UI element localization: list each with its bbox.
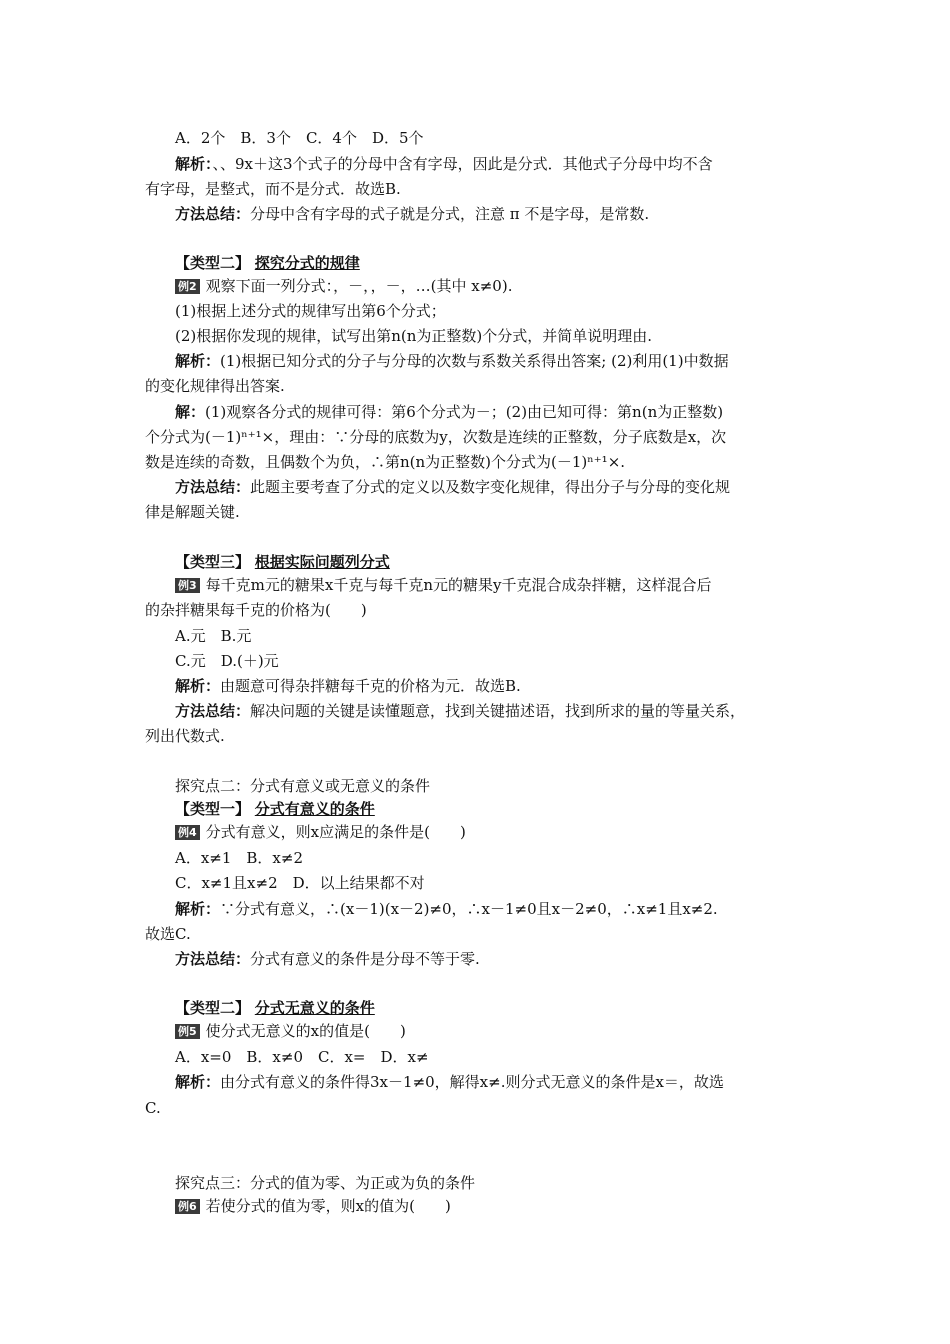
method-summary-line: 方法总结：分式有意义的条件是分母不等于零. xyxy=(175,950,480,968)
text-line: (2)根据你发现的规律，试写出第n(n为正整数)个分式，并简单说明理由. xyxy=(175,327,653,345)
example-line: 例3 每千克m元的糖果x千克与每千克n元的糖果y千克混合成杂拌糖，这样混合后 xyxy=(175,575,711,595)
text-line: 个分式为(－1)ⁿ⁺¹×，理由：∵分母的底数为y，次数是连续的正整数，分子底数是x，次 xyxy=(145,428,727,446)
text-line: 数是连续的奇数，且偶数个为负，∴第n(n为正整数)个分式为(－1)ⁿ⁺¹×. xyxy=(145,453,626,471)
text-line: 的变化规律得出答案. xyxy=(145,377,285,395)
method-summary-line: 方法总结：分母中含有字母的式子就是分式，注意 π 不是字母，是常数. xyxy=(175,205,650,223)
example-line: 例4 分式有意义，则x应满足的条件是( ) xyxy=(175,822,466,842)
text-line: 律是解题关键. xyxy=(145,503,240,521)
section-heading: 【类型三】 根据实际问题列分式 xyxy=(175,553,390,571)
example-badge: 例5 xyxy=(175,1024,200,1039)
analysis-line: 解析：由题意可得杂拌糖每千克的价格为元．故选B. xyxy=(175,677,521,695)
example-line: 例2 观察下面一列分式：，－，，－，…(其中 x≠0). xyxy=(175,276,512,296)
text-line: 有字母，是整式，而不是分式．故选B. xyxy=(145,180,401,198)
text-line: 故选C. xyxy=(145,925,191,943)
analysis-line: 解析：由分式有意义的条件得3x－1≠0，解得x≠.则分式无意义的条件是x＝，故选 xyxy=(175,1073,724,1091)
text-line: (1)根据上述分式的规律写出第6个分式； xyxy=(175,302,446,320)
example-line: 例6 若使分式的值为零，则x的值为( ) xyxy=(175,1196,451,1216)
section-title: 探究点二：分式有意义或无意义的条件 xyxy=(175,777,431,795)
method-summary-line: 方法总结：解决问题的关键是读懂题意，找到关键描述语，找到所求的量的等量关系， xyxy=(175,702,746,720)
choice-line: C．x≠1且x≠2 D．以上结果都不对 xyxy=(175,874,425,892)
analysis-line: 解析：、、9x＋这3个式子的分母中含有字母，因此是分式．其他式子分母中均不含 xyxy=(175,155,713,173)
text-line: C. xyxy=(145,1099,161,1117)
method-summary-line: 方法总结：此题主要考查了分式的定义以及数字变化规律，得出分子与分母的变化规 xyxy=(175,478,731,496)
example-badge: 例2 xyxy=(175,279,200,294)
solution-line: 解：(1)观察各分式的规律可得：第6个分式为－；(2)由已知可得：第n(n为正整数) xyxy=(175,403,724,421)
section-heading: 【类型二】 探究分式的规律 xyxy=(175,254,360,272)
text-line: 的杂拌糖果每千克的价格为( ) xyxy=(145,601,367,619)
choice-line: A．2个 B．3个 C．4个 D．5个 xyxy=(175,129,424,147)
choice-line: A．x≠1 B．x≠2 xyxy=(175,849,303,867)
example-badge: 例3 xyxy=(175,578,200,593)
section-title: 探究点三：分式的值为零、为正或为负的条件 xyxy=(175,1174,476,1192)
text-line: 列出代数式. xyxy=(145,727,225,745)
choice-line: A.元 B.元 xyxy=(175,627,252,645)
example-badge: 例6 xyxy=(175,1199,200,1214)
choice-line: A．x=0 B．x≠0 C．x= D．x≠ xyxy=(175,1048,429,1066)
analysis-line: 解析：(1)根据已知分式的分子与分母的次数与系数关系得出答案; (2)利用(1)中数据 xyxy=(175,352,729,370)
choice-line: C.元 D.(＋)元 xyxy=(175,652,279,670)
example-line: 例5 使分式无意义的x的值是( ) xyxy=(175,1021,406,1041)
section-heading: 【类型二】 分式无意义的条件 xyxy=(175,999,375,1017)
example-badge: 例4 xyxy=(175,825,200,840)
analysis-line: 解析：∵分式有意义，∴(x－1)(x－2)≠0，∴x－1≠0且x－2≠0，∴x≠1且x≠2. xyxy=(175,900,718,918)
section-heading: 【类型一】 分式有意义的条件 xyxy=(175,800,375,818)
